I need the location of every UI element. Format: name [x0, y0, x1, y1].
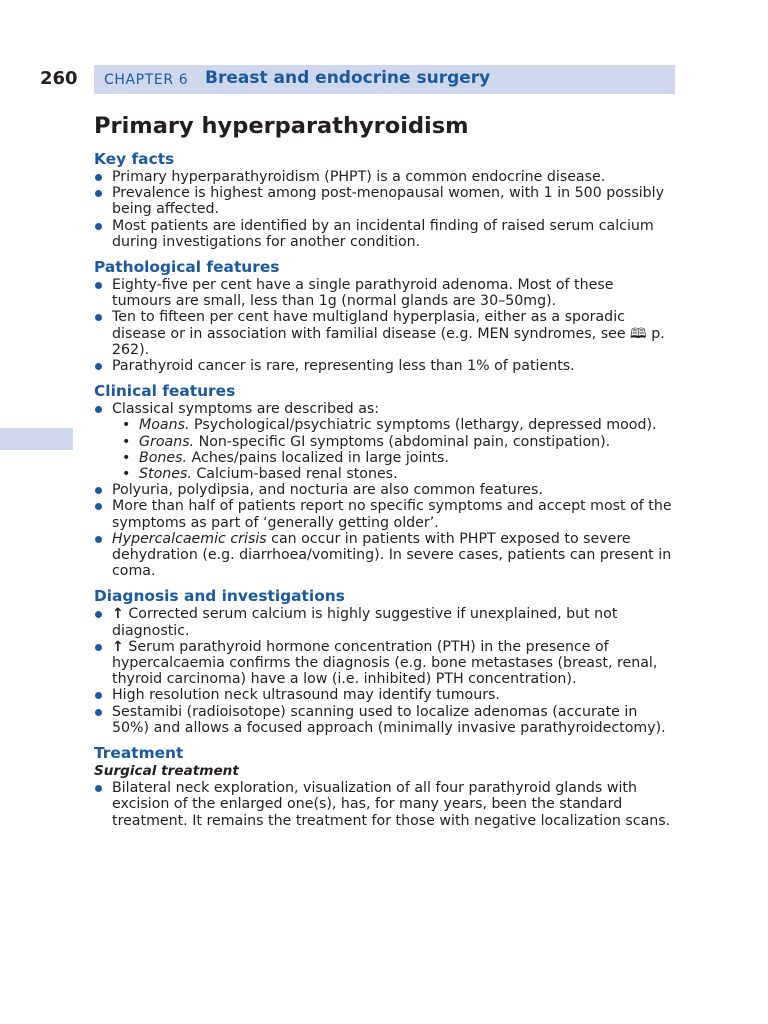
treatment-list — [94, 780, 676, 829]
pathological-list — [94, 277, 676, 374]
sublist-item: • Groans. Non-specific GI symptoms (abdominal pain, constipation). — [122, 433, 611, 450]
list-item: Most patients are identified by an incidental finding of raised serum calcium during investigations for another condition. — [94, 218, 676, 250]
bullet-icon — [95, 644, 102, 651]
list-item: Bilateral neck exploration, visualization of all four parathyroid glands with excision of the enlarged one(s), has, for many years, been the standard treatment. It remains the treatment for those with negative localization scans. — [94, 780, 676, 829]
chapter-header-bar — [94, 65, 675, 94]
list-item: Classical symptoms are described as: • Moans. Psychological/psychiatric symptoms (lethargy, depressed mood). • Groans. Non-specific GI symptoms (abdominal pain, constipation). • Bones. Aches/pains localized in large joints. • Stones. Calcium-based renal stones. — [94, 401, 676, 482]
bullet-icon — [95, 692, 102, 699]
page-content — [94, 112, 676, 829]
list-item: Primary hyperparathyroidism (PHPT) is a common endocrine disease. — [94, 169, 676, 185]
sub-bullet-icon: • — [122, 417, 131, 434]
up-arrow-icon: ↑ — [112, 606, 124, 623]
list-item: More than half of patients report no specific symptoms and accept most of the symptoms as part of ‘generally getting older’. — [94, 498, 676, 530]
heading-diagnosis: Diagnosis and investigations — [94, 587, 345, 606]
page-title: Primary hyperparathyroidism — [94, 113, 469, 139]
clinical-list — [94, 401, 676, 579]
chapter-label: CHAPTER 6 — [104, 72, 189, 88]
bullet-icon — [95, 487, 102, 494]
bullet-icon — [95, 223, 102, 230]
page-number: 260 — [40, 68, 78, 89]
sub-bullet-icon: • — [122, 449, 131, 466]
bullet-icon — [95, 314, 102, 321]
list-item: Sestamibi (radioisotope) scanning used to localize adenomas (accurate in 50%) and allows a focused approach (minimally invasive parathyroidectomy). — [94, 704, 676, 736]
bullet-icon — [95, 406, 102, 413]
list-item: Parathyroid cancer is rare, representing less than 1% of patients. — [94, 358, 676, 374]
bullet-icon — [95, 611, 102, 618]
bullet-icon — [95, 503, 102, 510]
up-arrow-icon: ↑ — [112, 638, 124, 655]
heading-treatment: Treatment — [94, 744, 184, 763]
list-item: Ten to fifteen per cent have multigland hyperplasia, either as a sporadic disease or in association with familial disease (e.g. MEN syndromes, see 🕮 p. 262). — [94, 309, 676, 358]
sub-bullet-icon: • — [122, 433, 131, 450]
chapter-thumb-tab — [0, 428, 73, 450]
chapter-title: Breast and endocrine surgery — [205, 68, 491, 88]
bullet-icon — [95, 536, 102, 543]
list-item: ↑ Serum parathyroid hormone concentration (PTH) in the presence of hypercalcaemia confirms the diagnosis (e.g. bone metastases (breast, renal, thyroid carcinoma) have a low (i.e. inhibited) PTH concentration). — [94, 639, 676, 688]
list-item: Eighty-five per cent have a single parathyroid adenoma. Most of these tumours are small, less than 1g (normal glands are 30–50mg). — [94, 277, 676, 309]
sub-bullet-icon: • — [122, 466, 131, 483]
key-facts-list — [94, 169, 676, 250]
sublist-item: • Bones. Aches/pains localized in large joints. — [122, 449, 449, 466]
sublist-item: • Moans. Psychological/psychiatric symptoms (lethargy, depressed mood). — [122, 417, 657, 434]
list-item: High resolution neck ultrasound may identify tumours. — [94, 687, 676, 703]
bullet-icon — [95, 363, 102, 370]
heading-clinical-features: Clinical features — [94, 382, 236, 401]
bullet-icon — [95, 785, 102, 792]
sublist-item: • Stones. Calcium-based renal stones. — [122, 466, 398, 483]
heading-pathological-features: Pathological features — [94, 258, 280, 277]
list-item: Hypercalcaemic crisis can occur in patients with PHPT exposed to severe dehydration (e.g. diarrhoea/vomiting). In severe cases, patients can present in coma. — [94, 531, 676, 580]
bullet-icon — [95, 282, 102, 289]
bullet-icon — [95, 174, 102, 181]
bullet-icon — [95, 190, 102, 197]
heading-key-facts: Key facts — [94, 150, 175, 168]
diagnosis-list — [94, 606, 676, 736]
list-item: Prevalence is highest among post-menopausal women, with 1 in 500 possibly being affected. — [94, 185, 676, 217]
list-item: ↑ Corrected serum calcium is highly suggestive if unexplained, but not diagnostic. — [94, 606, 676, 638]
bullet-icon — [95, 709, 102, 716]
symptom-sublist — [112, 417, 676, 482]
list-item: Polyuria, polydipsia, and nocturia are also common features. — [94, 482, 676, 498]
subheading-surgical-treatment: Surgical treatment — [94, 763, 239, 780]
